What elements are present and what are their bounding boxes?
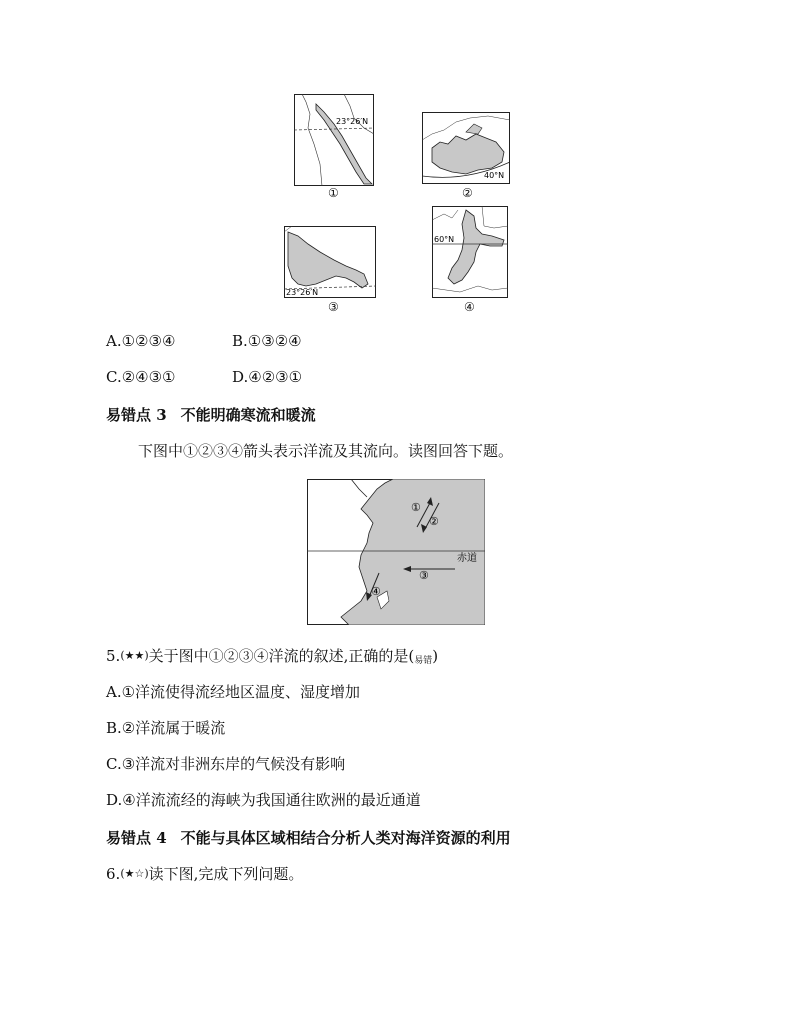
q4-option-d-letter: D. [232, 368, 249, 386]
q4-option-a[interactable] [106, 332, 175, 350]
map-3-lat-label: 23°26′N [286, 288, 319, 297]
q6-stem [106, 863, 303, 884]
q4-option-b[interactable] [232, 332, 302, 350]
map-2-caption: ② [462, 186, 473, 200]
q4-option-b-text: ①③②④ [247, 332, 302, 350]
q4-option-b-letter: B. [232, 332, 248, 350]
map-4 [432, 206, 508, 298]
q5-stem [106, 645, 438, 666]
map-1 [294, 94, 374, 186]
section-3-tag: 易错点 3 [106, 406, 167, 424]
section-4-tag: 易错点 4 [106, 829, 167, 847]
current-label-2: ② [429, 515, 439, 528]
section-4-title: 不能与具体区域相结合分析人类对海洋资源的利用 [180, 829, 511, 847]
q5-stars: (★★) [120, 649, 149, 662]
q5-close: ) [432, 647, 439, 665]
section-4-heading [106, 827, 511, 848]
q4-option-d[interactable] [232, 368, 302, 386]
q5-number: 5. [106, 647, 121, 665]
map-1-caption: ① [328, 186, 339, 200]
q6-number: 6. [106, 865, 121, 883]
q5-option-d[interactable]: D.④洋流流经的海峡为我国通往欧洲的最近通道 [106, 791, 421, 809]
q5-text: 关于图中①②③④洋流的叙述,正确的是( [148, 647, 415, 665]
q5-tail: 易错 [414, 656, 433, 666]
equator-label: 赤道 [457, 553, 477, 564]
map-3 [284, 226, 376, 298]
current-label-4: ④ [371, 585, 381, 598]
q5-option-c[interactable]: C.③洋流对非洲东岸的气候没有影响 [106, 755, 346, 773]
currents-map [307, 479, 485, 625]
current-label-1: ① [411, 501, 421, 514]
map-2-lat-label: 40°N [484, 171, 505, 180]
map-4-caption: ④ [464, 300, 475, 314]
section-3-title: 不能明确寒流和暖流 [180, 406, 316, 424]
q6-stars: (★☆) [120, 867, 149, 880]
q4-option-a-text: ①②③④ [121, 332, 176, 350]
q5-option-b[interactable]: B.②洋流属于暖流 [106, 719, 226, 737]
map-4-lat-label: 60°N [434, 235, 455, 244]
section-3-intro: 下图中①②③④箭头表示洋流及其流向。读图回答下题。 [138, 442, 514, 460]
q6-text: 读下图,完成下列问题。 [148, 865, 304, 883]
current-label-3: ③ [419, 569, 429, 582]
map-1-lat-label: 23°26′N [336, 117, 369, 126]
q4-option-c-text: ②④③① [121, 368, 176, 386]
map-2 [422, 112, 510, 184]
map-3-caption: ③ [328, 300, 339, 314]
q4-option-c-letter: C. [106, 368, 122, 386]
q4-option-d-text: ④②③① [248, 368, 303, 386]
section-3-heading [106, 404, 316, 425]
q5-option-a[interactable]: A.①洋流使得流经地区温度、湿度增加 [106, 683, 361, 701]
q4-option-c[interactable] [106, 368, 176, 386]
q4-option-a-letter: A. [106, 332, 122, 350]
